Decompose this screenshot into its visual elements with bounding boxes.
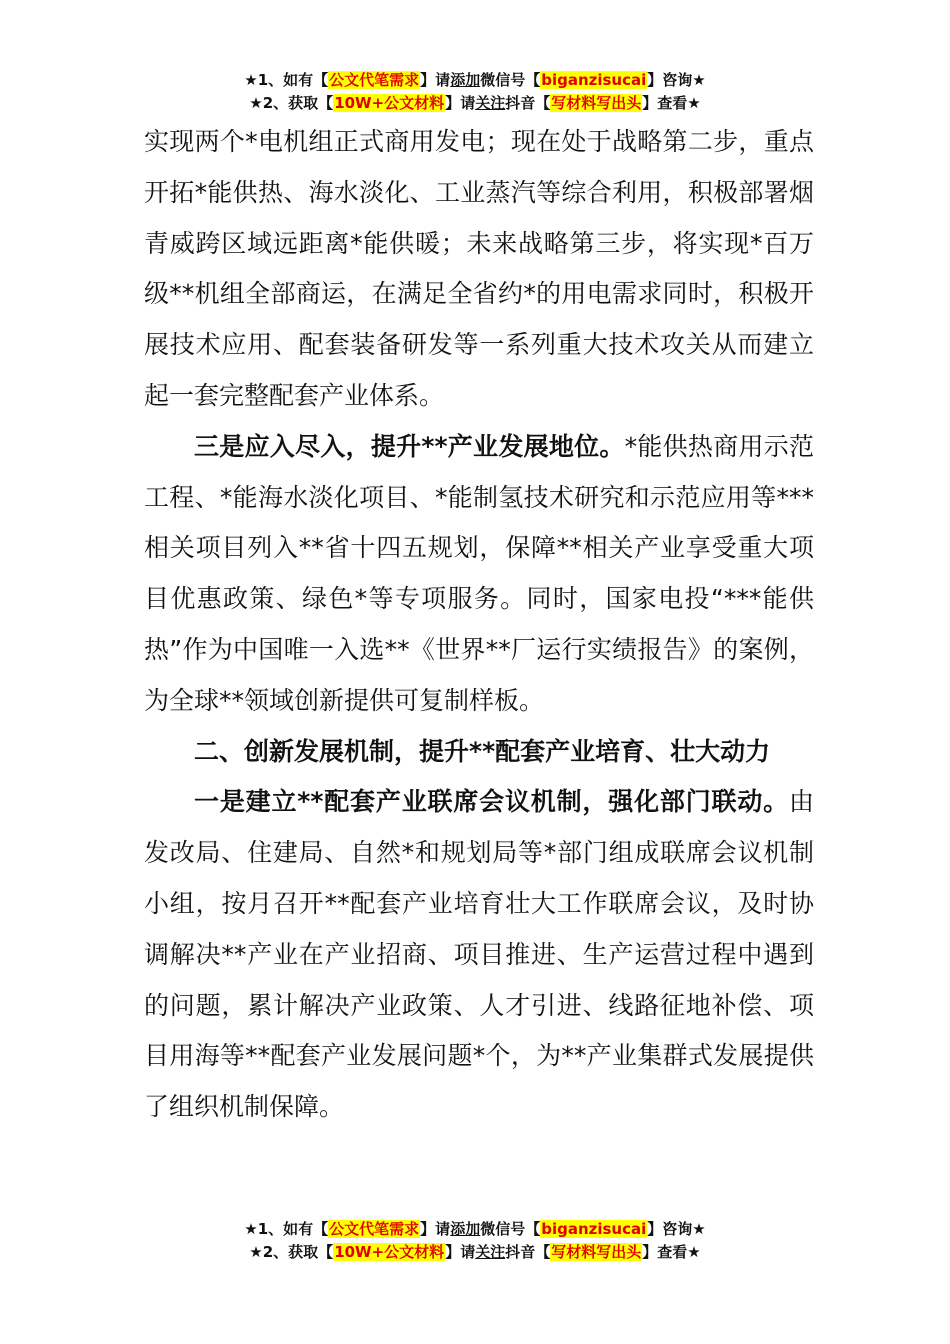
paragraph-2-text: *能供热商用示范工程、*能海水淡化项目、*能制氢技术研究和示范应用等***相关项目列入**省十四五规划，保障**相关产业享受重大项目优惠政策、绿色*等专项服务。同时，国家电投“***能供热”作为中国唯一入选**《世界**厂运行实绩报告》的案例，为全球**领域创新提供可复制样板。 xyxy=(144,431,814,715)
banner-line-2 xyxy=(0,92,950,115)
highlight-service: 公文代笔需求 xyxy=(329,71,420,89)
highlight-wechat-id: biganzisucai xyxy=(541,1220,647,1238)
document-body xyxy=(144,117,814,1133)
banner-text: 抖音【 xyxy=(505,94,551,112)
banner-text: 】查看★ xyxy=(642,1243,701,1261)
highlight-douyin: 写材料写出头 xyxy=(551,1243,642,1261)
banner-underlined-text: 关注 xyxy=(475,1243,506,1261)
paragraph-2-lead: 三是应入尽入，提升**产业发展地位。 xyxy=(194,431,625,461)
highlight-materials: 10W+公文材料 xyxy=(334,94,445,112)
banner-underlined-text: 添加 xyxy=(450,71,481,89)
banner-text: ★2、获取【 xyxy=(249,94,334,112)
paragraph-1: 实现两个*电机组正式商用发电；现在处于战略第二步，重点开拓*能供热、海水淡化、工业蒸汽等综合利用，积极部署烟青威跨区域远距离*能供暖；未来战略第三步，将实现*百万级**机组全部商运，在满足全省约*的用电需求同时，积极开展技术应用、配套装备研发等一系列重大技术攻关从而建立起一套完整配套产业体系。 xyxy=(144,127,814,410)
paragraph-3-lead: 一是建立**配套产业联席会议机制，强化部门联动。 xyxy=(194,787,789,817)
banner-text: 抖音【 xyxy=(505,1243,551,1261)
banner-text: 】查看★ xyxy=(642,94,701,112)
banner-text: ★1、如有【 xyxy=(244,71,329,89)
banner-line-1 xyxy=(0,69,950,92)
paragraph-3 xyxy=(144,777,814,1133)
banner-text: 微信号【 xyxy=(480,1220,541,1238)
highlight-materials: 10W+公文材料 xyxy=(334,1243,445,1261)
banner-text: 】咨询★ xyxy=(647,71,706,89)
banner-text: 】咨询★ xyxy=(647,1220,706,1238)
banner-underlined-text: 关注 xyxy=(475,94,506,112)
highlight-douyin: 写材料写出头 xyxy=(551,94,642,112)
banner-text: 】请 xyxy=(445,94,476,112)
highlight-wechat-id: biganzisucai xyxy=(541,71,647,89)
header-banner xyxy=(0,69,950,115)
banner-text: ★2、获取【 xyxy=(249,1243,334,1261)
banner-underlined-text: 添加 xyxy=(450,1220,481,1238)
banner-text: ★1、如有【 xyxy=(244,1220,329,1238)
banner-text: 微信号【 xyxy=(480,71,541,89)
banner-text: 】请 xyxy=(420,1220,451,1238)
section-heading: 二、创新发展机制，提升**配套产业培育、壮大动力 xyxy=(194,736,771,766)
banner-text: 】请 xyxy=(420,71,451,89)
highlight-service: 公文代笔需求 xyxy=(329,1220,420,1238)
banner-line-2 xyxy=(0,1241,950,1264)
paragraph-2 xyxy=(144,422,814,727)
banner-line-1 xyxy=(0,1218,950,1241)
footer-banner xyxy=(0,1218,950,1264)
paragraph-3-text: 由发改局、住建局、自然*和规划局等*部门组成联席会议机制小组，按月召开**配套产业培育壮大工作联席会议，及时协调解决**产业在产业招商、项目推进、生产运营过程中遇到的问题，累计解决产业政策、人才引进、线路征地补偿、项目用海等**配套产业发展问题*个，为**产业集群式发展提供了组织机制保障。 xyxy=(144,787,814,1122)
banner-text: 】请 xyxy=(445,1243,476,1261)
